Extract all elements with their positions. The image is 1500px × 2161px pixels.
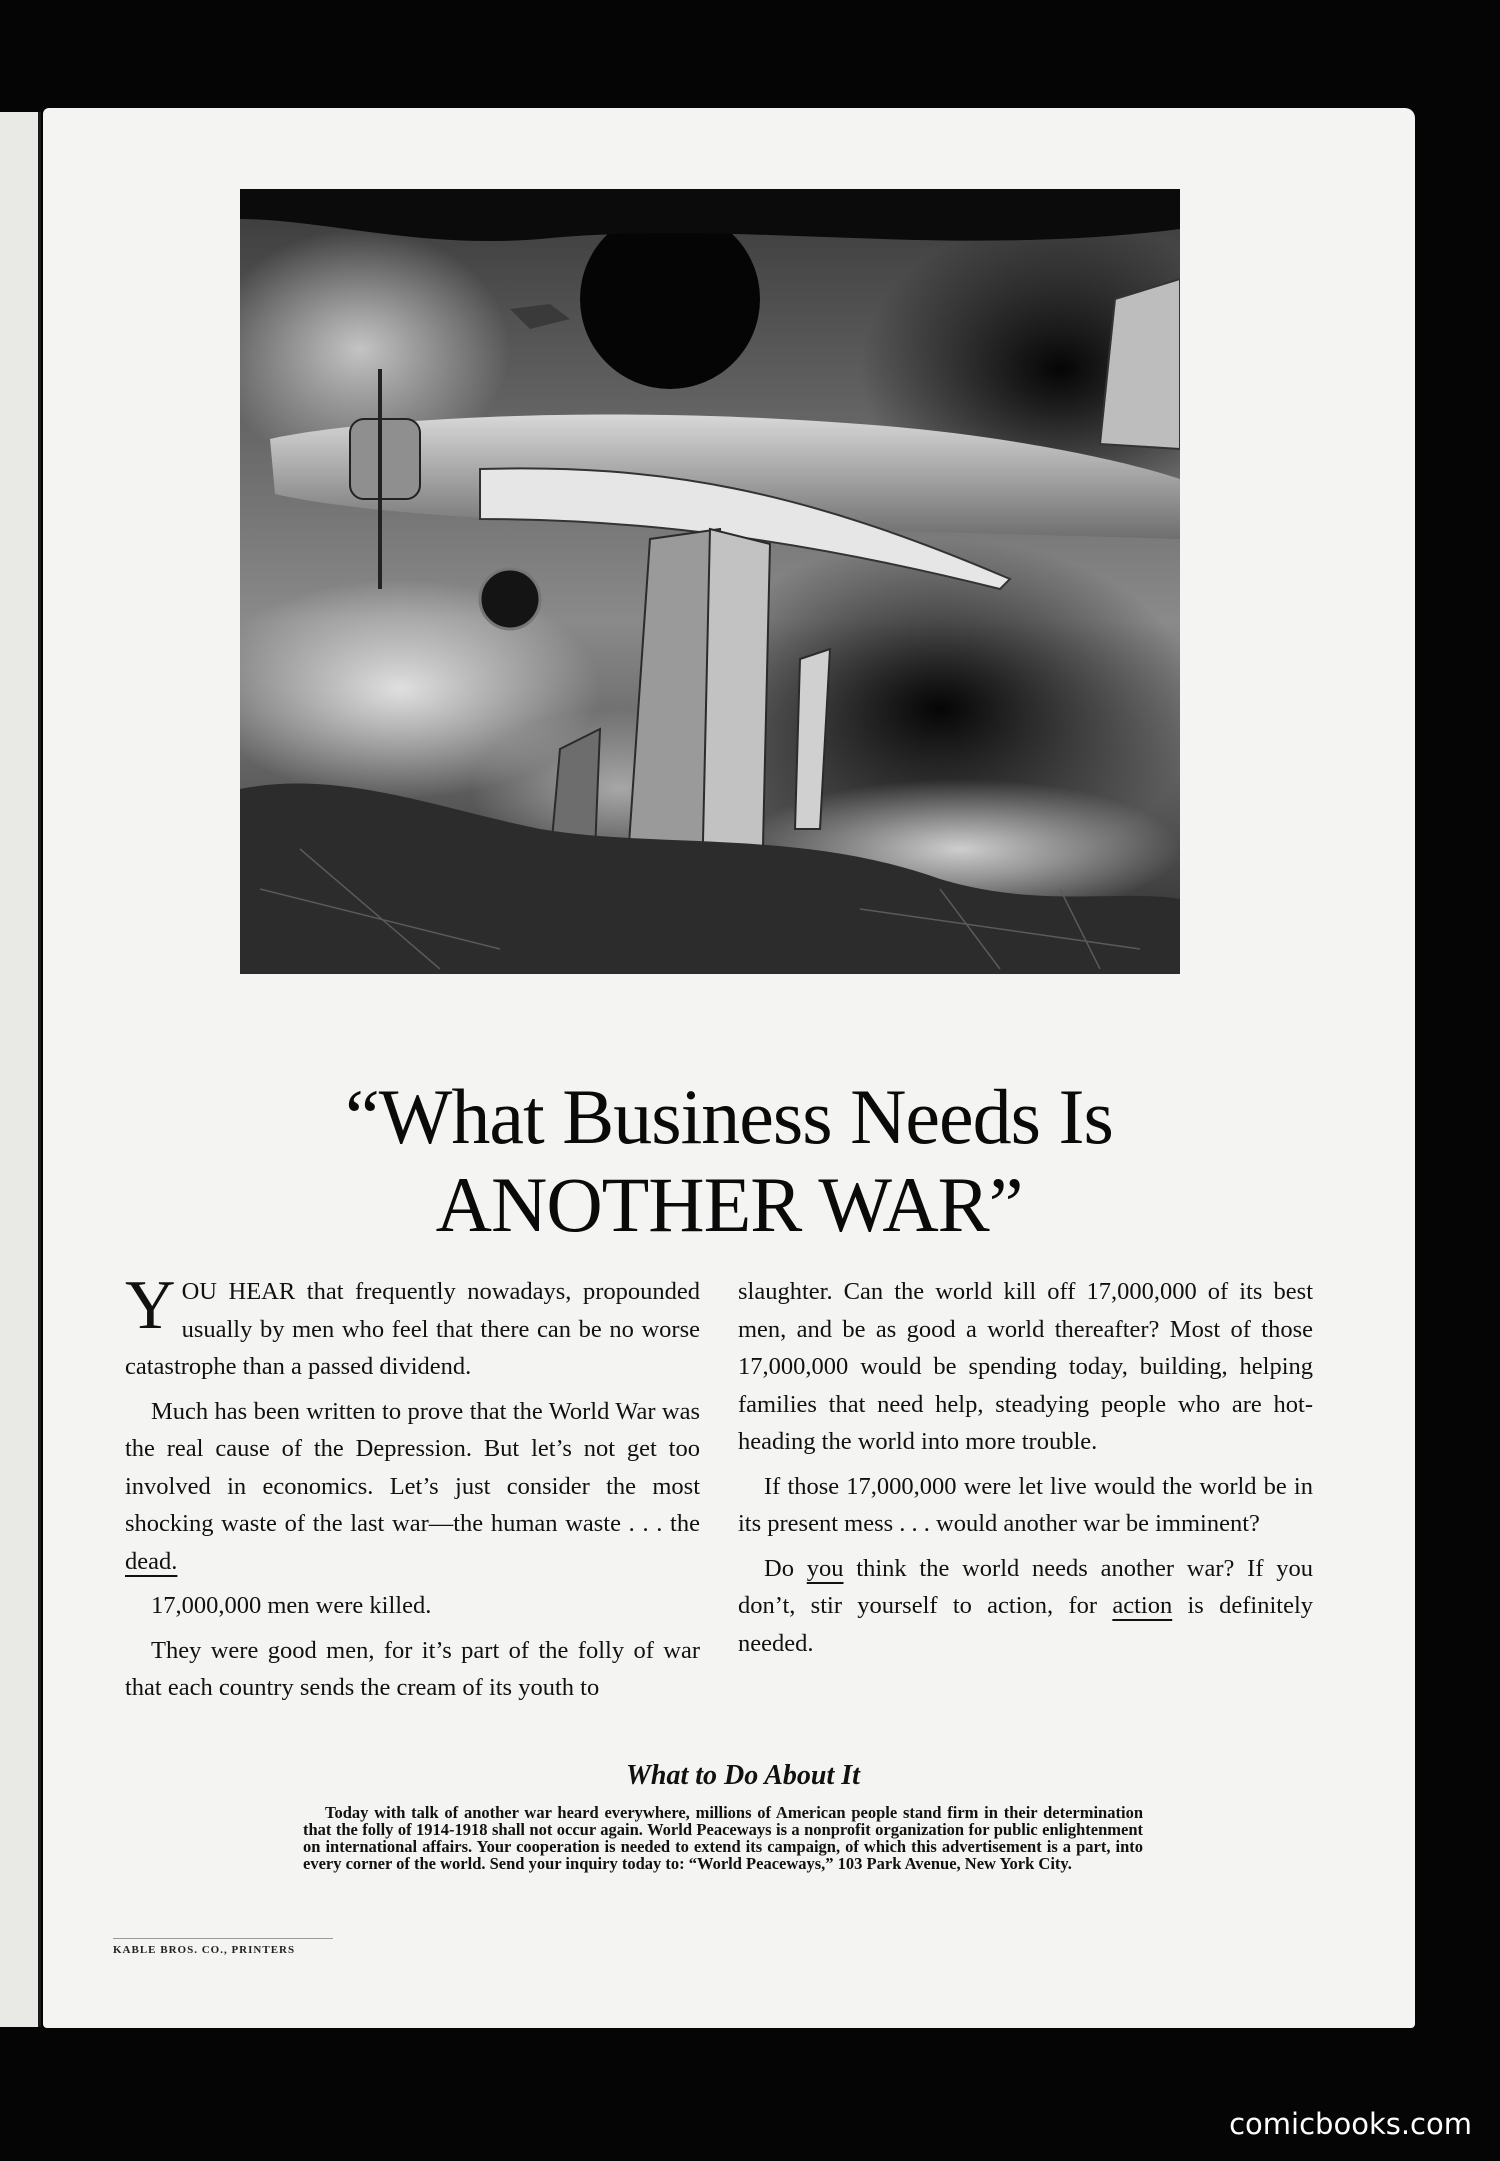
emphasis-you: you (806, 1554, 844, 1582)
paragraph-2 (125, 1393, 700, 1581)
magazine-page (43, 108, 1415, 2028)
article-left-column (125, 1267, 700, 1714)
p7-mid: think the world needs another war? If you don’t, stir yourself to action, for (738, 1554, 1314, 1619)
headline (163, 1073, 1295, 1249)
headline-line-1: “What Business Needs Is (345, 1073, 1113, 1160)
paragraph-1-text: OU HEAR that frequently nowadays, propounded usually by men who feel that there can be no worse catastrophe than a passed dividend. (125, 1278, 700, 1380)
emphasis-dead: dead. (125, 1547, 178, 1575)
paragraph-5: slaughter. Can the world kill off 17,000,000 of its best men, and be as good a world thereafter? Most of those 17,000,000 would be spending today, building, helping families that need help, steadying people who are hot-heading the world into more trouble. (738, 1278, 1313, 1455)
warplane-illustration (240, 189, 1180, 974)
cta-body: Today with talk of another war heard everywhere, millions of American people stand firm in their determination that the folly of 1914-1918 shall not occur again. World Peaceways is a nonprofit organization for public enlightenment on international affairs. Your cooperation is needed to extend its campaign, of which this advertisement is a part, into every corner of the world. Send your inquiry today to: “World Peaceways,” 103 Park Avenue, New York City. (303, 1803, 1143, 1873)
paragraph-7 (738, 1550, 1313, 1663)
printer-divider (113, 1938, 333, 1939)
paragraph-6: If those 17,000,000 were let live would the world be in its present mess . . . would another war be imminent? (738, 1472, 1313, 1537)
p7-before: Do (764, 1554, 794, 1582)
headline-line-2: ANOTHER WAR” (435, 1161, 1023, 1248)
paragraph-2-text: Much has been written to prove that the World War was the real cause of the Depression. But let’s not get too involved in economics. Let’s just consider the most shocking waste of the last war—the human waste . . . the (125, 1397, 700, 1537)
paragraph-3: 17,000,000 men were killed. (151, 1592, 432, 1619)
adjacent-page-edge (0, 112, 41, 2027)
p7-after: is definitely needed. (738, 1592, 1314, 1657)
article-right-column (738, 1273, 1313, 1669)
site-watermark: comicbooks.com (1229, 2107, 1472, 2141)
cta-title: What to Do About It (626, 1760, 860, 1791)
emphasis-action: action (1112, 1592, 1173, 1619)
drop-cap: Y (125, 1267, 176, 1344)
paragraph-1 (125, 1267, 700, 1386)
paragraph-4: They were good men, for it’s part of the folly of war that each country sends the cream of its youth to (125, 1636, 700, 1701)
printer-credit: KABLE BROS. CO., PRINTERS (113, 1944, 296, 1956)
